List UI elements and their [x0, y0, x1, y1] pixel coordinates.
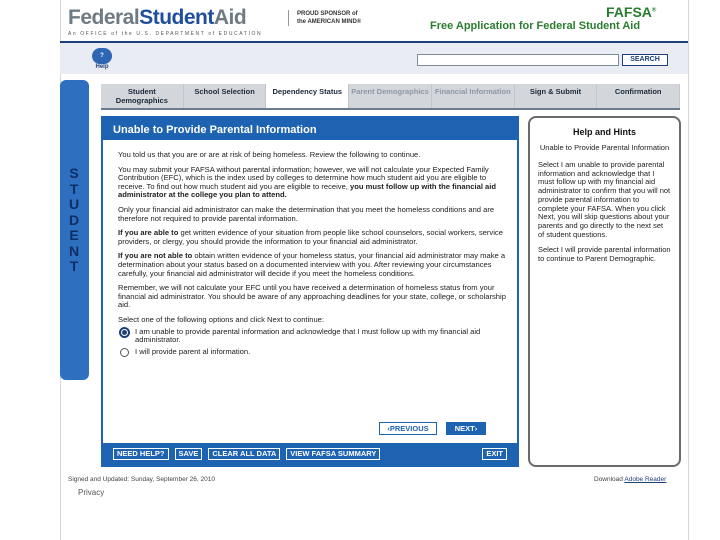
intro-paragraph: You told us that you are or are at risk of being homeless. Review the following to continue.	[118, 150, 421, 159]
previous-button[interactable]	[379, 422, 437, 435]
sponsor-line-1: PROUD SPONSOR of	[297, 11, 358, 17]
efc-bold-text: you must follow up with the financial aid administrator at the college you plan to attend.	[118, 181, 497, 200]
section-tabs	[101, 84, 680, 108]
adobe-reader-link[interactable]: Adobe Reader	[624, 476, 667, 483]
clear-all-data-button[interactable]: CLEAR ALL DATA	[208, 448, 280, 460]
search-input[interactable]	[417, 54, 619, 66]
signed-updated-text: Signed and Updated: Sunday, September 26, 2010	[68, 476, 215, 483]
fafsa-logo-text: FAFSA	[606, 4, 652, 20]
fafsa-logo[interactable]	[606, 4, 656, 20]
not-able-text: obtain written evidence of your homeless status, your financial aid administrator may make a determination about your status based on a documented interview with you. After reviewing your circumstances carefully, your financial aid administrator will decide if you meet the homeless conditions.	[118, 251, 506, 278]
option-unable-provide[interactable]	[118, 328, 510, 345]
exit-button[interactable]: EXIT	[482, 448, 507, 460]
help-icon[interactable]: ?	[92, 48, 112, 64]
hints-title: Help and Hints	[572, 127, 636, 137]
fao-paragraph: Only your financial aid administrator can make the determination that you meet the homeless conditions and are therefore not required to provide parental information.	[118, 204, 495, 223]
download-prefix: Download	[594, 476, 623, 483]
reminder-paragraph: Remember, we will not calculate your EFC until you have received a determination of homeless status from your financial aid administrator. You should be aware of any approaching deadlines for your state, college, or scholarship aid.	[118, 283, 506, 310]
previous-arrow-icon: ‹	[387, 424, 390, 433]
not-able-paragraph	[118, 252, 510, 278]
efc-text: You may submit your FAFSA without parental information; however, we will not calculate your Expected Family Contribution (EFC), which is the index used by colleges to determine how much student aid you are eligible to receive. To find out how much student aid you are eligible to receive,	[118, 164, 489, 191]
help-and-hints-panel	[528, 116, 681, 467]
fafsa-subtitle: Free Application for Federal Student Aid	[430, 20, 641, 32]
next-label: NEXT	[454, 424, 475, 433]
brand-student: Student	[139, 6, 214, 29]
hints-paragraph-1: Select I am unable to provide parental information and acknowledge that I must follow up with my financial aid administrator to confirm that you will not provide parental information to complete your FAFSA. When you click Next, you will skip questions about your parents and go directly to the next set of student questions.	[538, 160, 671, 239]
registered-mark: ®	[651, 7, 657, 14]
tab-confirmation[interactable]: Confirmation	[597, 84, 680, 108]
brand-wordmark	[68, 6, 262, 30]
banner-letter: T	[69, 180, 79, 197]
sponsor-tagline	[288, 10, 398, 26]
tab-dependency-status[interactable]: Dependency Status	[266, 84, 349, 108]
download-reader	[594, 476, 666, 483]
select-prompt: Select one of the following options and click Next to continue:	[118, 314, 324, 324]
main-panel	[101, 116, 519, 467]
able-text: get written evidence of your situation from people like school counselors, social workers, service providers, or clergy, you should provide the information to your financial aid administrator.	[118, 228, 503, 246]
banner-letter: N	[68, 242, 80, 259]
frame-right-border	[688, 0, 689, 540]
tab-sign-submit[interactable]: Sign & Submit	[515, 84, 598, 108]
banner-letter: D	[68, 211, 80, 228]
tabs-divider	[101, 108, 680, 110]
able-paragraph	[118, 229, 510, 246]
tab-student-demographics[interactable]: Student Demographics	[101, 84, 184, 108]
banner-letter: E	[69, 227, 79, 243]
banner-letter: S	[69, 165, 79, 181]
tab-financial-information[interactable]: Financial Information	[432, 84, 515, 108]
brand-subtitle: An OFFICE of the U.S. DEPARTMENT of EDUCATION	[68, 31, 263, 37]
next-arrow-icon: ›	[474, 424, 478, 433]
panel-body	[118, 151, 510, 357]
efc-paragraph	[118, 166, 510, 200]
help-label[interactable]: Help	[95, 64, 109, 70]
brand-federal: Federal	[68, 6, 140, 29]
federal-student-aid-logo[interactable]	[68, 6, 262, 37]
save-button[interactable]: SAVE	[175, 448, 203, 460]
action-bar	[103, 443, 517, 465]
banner-letter: T	[69, 258, 79, 274]
option-1-radio[interactable]	[120, 328, 129, 337]
next-button[interactable]	[446, 422, 486, 435]
previous-label: PREVIOUS	[389, 424, 429, 433]
banner-letter: U	[68, 196, 80, 212]
panel-title: Unable to Provide Parental Information	[103, 118, 517, 140]
hints-subtitle: Unable to Provide Parental Information	[539, 143, 670, 152]
search-button[interactable]: SEARCH	[622, 54, 668, 66]
brand-aid: Aid	[213, 6, 247, 29]
not-able-bold-text: If you are not able to	[118, 251, 193, 261]
able-bold-text: If you are able to	[118, 228, 179, 238]
option-2-label[interactable]: I will provide parent al information.	[135, 346, 251, 356]
student-vertical-label	[64, 166, 84, 275]
option-will-provide[interactable]	[118, 348, 510, 357]
option-1-label[interactable]: I am unable to provide parental information and acknowledge that I must follow up with my financial aid administrator.	[135, 326, 481, 345]
option-2-radio[interactable]	[120, 348, 129, 357]
need-help-button[interactable]: NEED HELP?	[113, 448, 169, 460]
tab-parent-demographics[interactable]: Parent Demographics	[349, 84, 432, 108]
tab-school-selection[interactable]: School Selection	[184, 84, 267, 108]
view-fafsa-summary-button[interactable]: VIEW FAFSA SUMMARY	[286, 448, 380, 460]
privacy-link[interactable]: Privacy	[78, 488, 105, 497]
sponsor-line-2: the AMERICAN MIND®	[297, 19, 362, 25]
hints-paragraph-2: Select I will provide parental information to continue to Parent Demographic.	[538, 245, 671, 264]
